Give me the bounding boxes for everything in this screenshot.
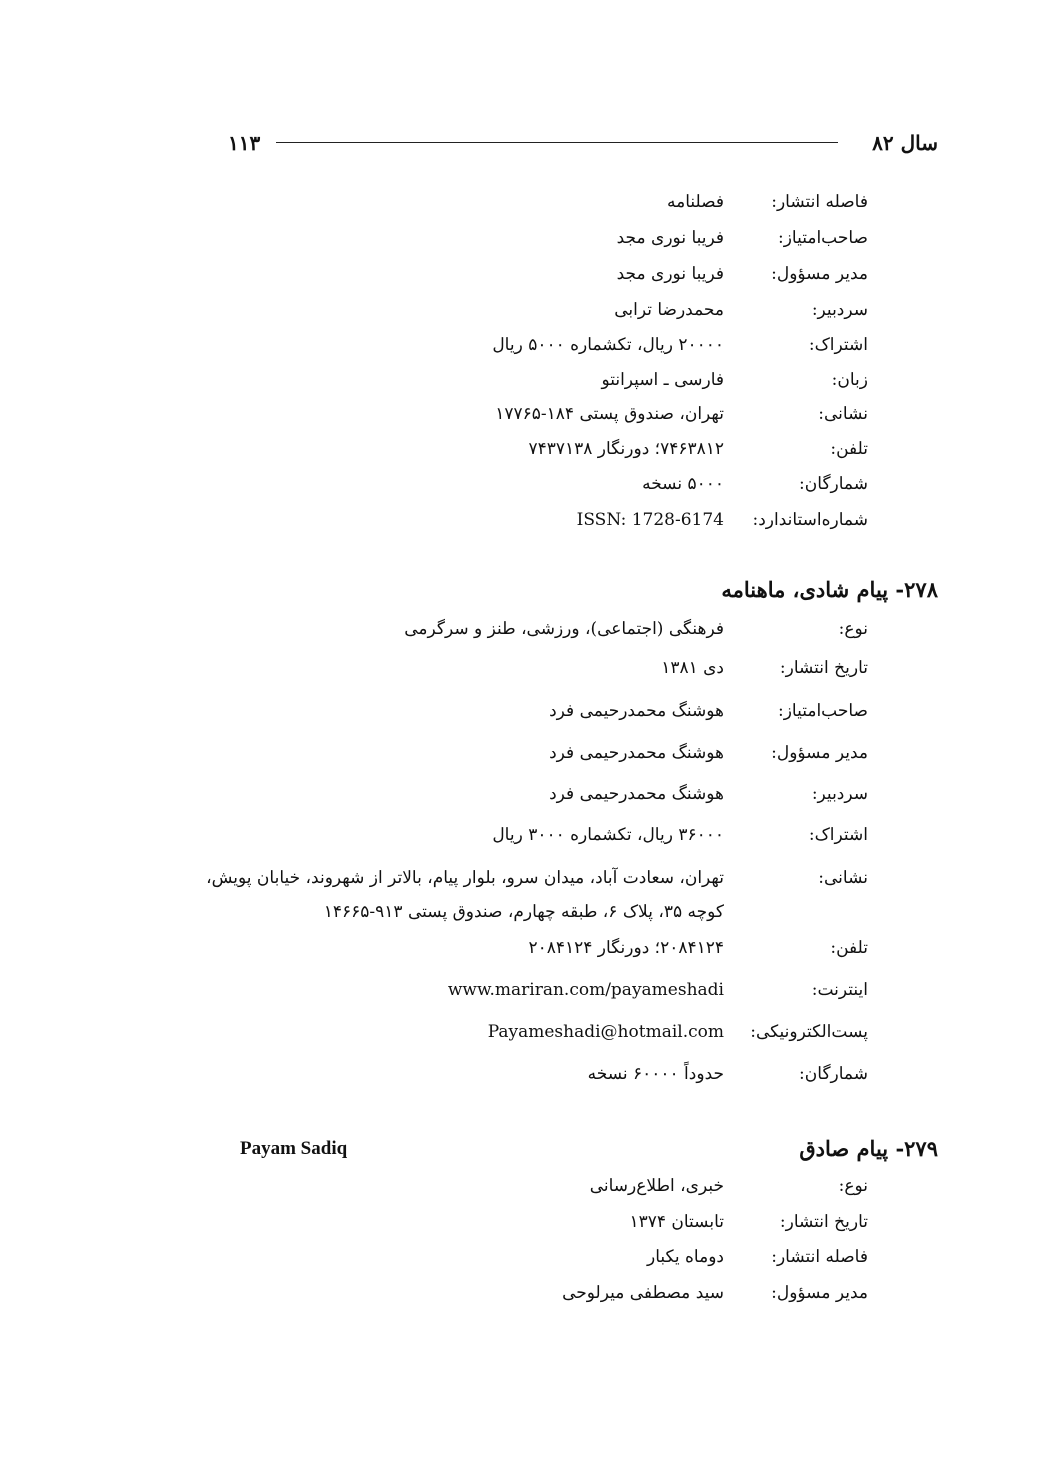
entry-278-row [178,860,868,896]
row-value: دوماه یکبار [646,1247,724,1267]
row-value: ۲۰۸۴۱۲۴؛ دورنگار ۲۰۸۴۱۲۴ [528,938,724,958]
row-label: اینترنت: [811,980,868,1000]
row-value: حدوداً ۶۰۰۰۰ نسخه [587,1064,724,1084]
row-label: فاصله انتشار: [771,192,868,212]
row-value: تهران، صندوق پستی ۱۸۴-۱۷۷۶۵ [495,404,724,424]
row-value: هوشنگ محمدرحیمی فرد [549,701,724,721]
row-label: صاحب‌امتیاز: [777,228,868,248]
row-value: سید مصطفی میرلوحی [562,1283,724,1303]
entry-277-row [178,466,868,502]
header-year: سال ۸۲ [872,131,938,155]
entry-279-row [178,1275,868,1311]
row-label: مدیر مسؤول: [771,264,868,284]
row-label: شمارگان: [799,474,868,494]
row-label: تاریخ انتشار: [779,658,868,678]
entry-279-row [178,1168,868,1204]
row-value: تهران، سعادت آباد، میدان سرو، بلوار پیام، بالاتر از شهروند، خیابان پویش، [206,868,724,888]
row-label: سردبیر: [811,300,868,320]
header-rule [276,142,838,143]
row-label: تلفن: [830,938,868,958]
row-label: مدیر مسؤول: [771,1283,868,1303]
row-label: نوع: [838,619,868,639]
row-value: تابستان ۱۳۷۴ [629,1212,724,1232]
website-link[interactable]: www.mariran.com/payameshadi [447,980,724,1000]
row-label: فاصله انتشار: [771,1247,868,1267]
entry-278-row [178,1014,868,1050]
entry-278-row [178,776,868,812]
issn-value: ISSN: 1728-6174 [576,510,724,530]
row-value: خبری، اطلاع‌رسانی [589,1176,724,1196]
row-label: پست‌الکترونیکی: [750,1022,868,1042]
entry-278-title: ۲۷۸- پیام شادی، ماهنامه [721,577,938,602]
entry-278-row [178,972,868,1008]
entry-278-row [178,650,868,686]
entry-277-row [178,292,868,328]
row-value: ۵۰۰۰ نسخه [642,474,724,494]
running-header [228,128,938,158]
row-value: فارسی ـ اسپرانتو [601,370,724,390]
entry-277-row [178,502,868,538]
entry-278-row [178,693,868,729]
row-label: سردبیر: [811,784,868,804]
row-label: نشانی: [818,868,868,888]
row-label: صاحب‌امتیاز: [777,701,868,721]
row-value: هوشنگ محمدرحیمی فرد [549,784,724,804]
entry-278-row [178,1056,868,1092]
row-label: مدیر مسؤول: [771,743,868,763]
entry-277-row [178,396,868,432]
row-label: زبان: [831,370,868,390]
entry-278-row [178,930,868,966]
row-value: ۷۴۶۳۸۱۲؛ دورنگار ۷۴۳۷۱۳۸ [528,439,724,459]
row-value: دی ۱۳۸۱ [661,658,724,678]
entry-278-row [178,817,868,853]
entry-277-row [178,220,868,256]
entry-277-row [178,431,868,467]
entry-279-latin-title: Payam Sadiq [240,1138,348,1159]
row-value: فریبا نوری مجد [616,228,724,248]
row-value: کوچه ۳۵، پلاک ۶، طبقه چهارم، صندوق پستی ۹۱۳-۱۴۶۶۵ [323,902,724,922]
entry-279-row [178,1204,868,1240]
row-label: شمارگان: [799,1064,868,1084]
row-value: هوشنگ محمدرحیمی فرد [549,743,724,763]
entry-277-row [178,327,868,363]
entry-277-row [178,184,868,220]
entry-277-row [178,256,868,292]
entry-278-row [178,735,868,771]
row-label: شماره‌استاندارد: [752,510,868,530]
row-value: فرهنگی (اجتماعی)، ورزشی، طنز و سرگرمی [404,619,724,639]
entry-278-row [178,611,868,647]
row-label: نشانی: [818,404,868,424]
entry-279-title: ۲۷۹- پیام صادق [799,1136,938,1161]
row-value: فریبا نوری مجد [616,264,724,284]
row-label: تلفن: [830,439,868,459]
row-value: فصلنامه [666,192,724,212]
row-label: تاریخ انتشار: [779,1212,868,1232]
entry-277-row [178,362,868,398]
row-value: محمدرضا ترابی [614,300,724,320]
entry-279-row [178,1239,868,1275]
row-value: ۲۰۰۰۰ ریال، تکشماره ۵۰۰۰ ریال [492,335,724,355]
entry-278-row-continued [178,894,868,930]
row-label: اشتراک: [808,335,868,355]
email-link[interactable]: Payameshadi@hotmail.com [487,1022,724,1042]
row-label: نوع: [838,1176,868,1196]
page-number: ۱۱۳ [228,131,261,155]
row-value: ۳۶۰۰۰ ریال، تکشماره ۳۰۰۰ ریال [492,825,724,845]
row-label: اشتراک: [808,825,868,845]
